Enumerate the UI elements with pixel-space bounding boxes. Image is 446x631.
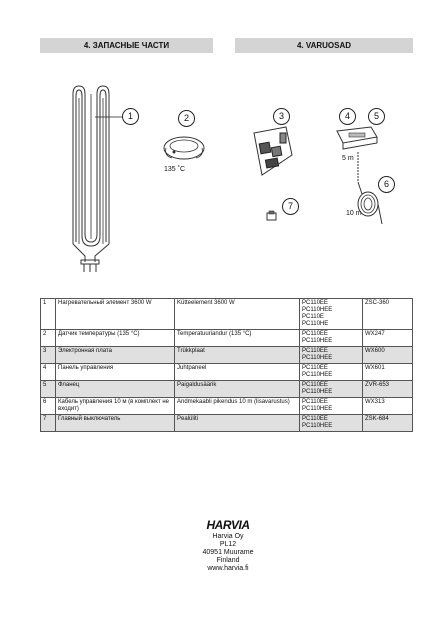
model-code: PC110EE [302, 300, 328, 306]
model-code: PC110EE [302, 365, 328, 371]
part-name-ru: Нагревательный элемент 3600 W [56, 299, 175, 330]
part-name-ru: Панель управления [56, 364, 175, 381]
model-code: PC110HEE [302, 389, 333, 395]
temperature-sensor-drawing [162, 134, 207, 162]
temperature-label: 135 ˚C [164, 166, 186, 173]
part-code: ZSC-360 [363, 299, 413, 330]
table-row [41, 299, 413, 330]
cable-short-label: 5 m [342, 155, 354, 162]
table-row [41, 347, 413, 364]
part-name-et: Pealüliti [175, 415, 300, 432]
country: Finland [216, 557, 240, 564]
part-models [300, 347, 363, 364]
part-code: WX600 [363, 347, 413, 364]
part-number: 2 [41, 330, 56, 347]
part-models [300, 330, 363, 347]
callout-6: 6 [378, 176, 395, 193]
callout-4: 4 [339, 108, 356, 125]
po-box: PL12 [219, 541, 237, 548]
part-name-et: Paigaldusäärik [175, 381, 300, 398]
spare-parts-illustration [40, 70, 413, 285]
part-name-ru: Электронная плата [56, 347, 175, 364]
callout-7: 7 [282, 198, 299, 215]
part-number: 7 [41, 415, 56, 432]
table-row [41, 398, 413, 415]
section-header-et: 4. VARUOSAD [235, 38, 413, 53]
part-name-et: Andmekaabli pikendus 10 m (lisavarustus) [175, 398, 300, 415]
model-code: PC110E [302, 314, 324, 320]
part-number: 5 [41, 381, 56, 398]
table-row [41, 381, 413, 398]
table-row [41, 330, 413, 347]
cable-long-label: 10 m [346, 210, 362, 217]
model-code: PC110HEE [302, 372, 333, 378]
city: 40951 Muurame [202, 549, 254, 556]
part-name-et: Trükkplaat [175, 347, 300, 364]
part-code: ZVR-653 [363, 381, 413, 398]
part-name-ru: Датчик температуры (135 °C) [56, 330, 175, 347]
table-row [41, 415, 413, 432]
main-switch-drawing [266, 210, 278, 222]
harvia-logo: HARVIA [206, 518, 250, 532]
model-code: PC110EE [302, 382, 328, 388]
model-code: PC110HEE [302, 338, 333, 344]
part-models [300, 381, 363, 398]
callout-1: 1 [122, 108, 139, 125]
footer-contact [173, 519, 283, 573]
callout-3: 3 [273, 108, 290, 125]
callout-1-leader [95, 114, 125, 120]
part-name-ru: Фланец [56, 381, 175, 398]
part-models [300, 364, 363, 381]
part-code: WX313 [363, 398, 413, 415]
model-code: PC110HEE [302, 423, 333, 429]
spare-parts-table [40, 298, 413, 432]
part-code: WX247 [363, 330, 413, 347]
circuit-board-drawing [250, 125, 295, 183]
model-code: PC110EE [302, 348, 328, 354]
part-name-et: Kütteelement 3600 W [175, 299, 300, 330]
heating-element-drawing [65, 84, 125, 274]
model-code: PC110HEE [302, 307, 333, 313]
part-models [300, 299, 363, 330]
table-row [41, 364, 413, 381]
part-models [300, 398, 363, 415]
part-code: WX601 [363, 364, 413, 381]
control-panel-drawing [335, 125, 380, 153]
part-name-ru: Главный выключатель [56, 415, 175, 432]
model-code: PC110HEE [302, 355, 333, 361]
model-code: PC110EE [302, 399, 328, 405]
part-code: ZSK-684 [363, 415, 413, 432]
model-code: PC110HE [302, 321, 329, 327]
part-number: 6 [41, 398, 56, 415]
part-name-et: Temperatuuriandur (135 °C) [175, 330, 300, 347]
part-models [300, 415, 363, 432]
part-number: 1 [41, 299, 56, 330]
part-number: 4 [41, 364, 56, 381]
section-header-ru: 4. ЗАПАСНЫЕ ЧАСТИ [40, 38, 213, 53]
part-number: 3 [41, 347, 56, 364]
callout-2: 2 [178, 110, 195, 127]
website-link[interactable]: www.harvia.fi [207, 565, 249, 572]
model-code: PC110EE [302, 416, 328, 422]
model-code: PC110HEE [302, 406, 333, 412]
part-name-ru: Кабель управления 10 м (в комплект не входит) [56, 398, 175, 415]
callout-5: 5 [368, 108, 385, 125]
model-code: PC110EE [302, 331, 328, 337]
part-name-et: Juhtpaneel [175, 364, 300, 381]
company-name: Harvia Oy [212, 533, 244, 540]
